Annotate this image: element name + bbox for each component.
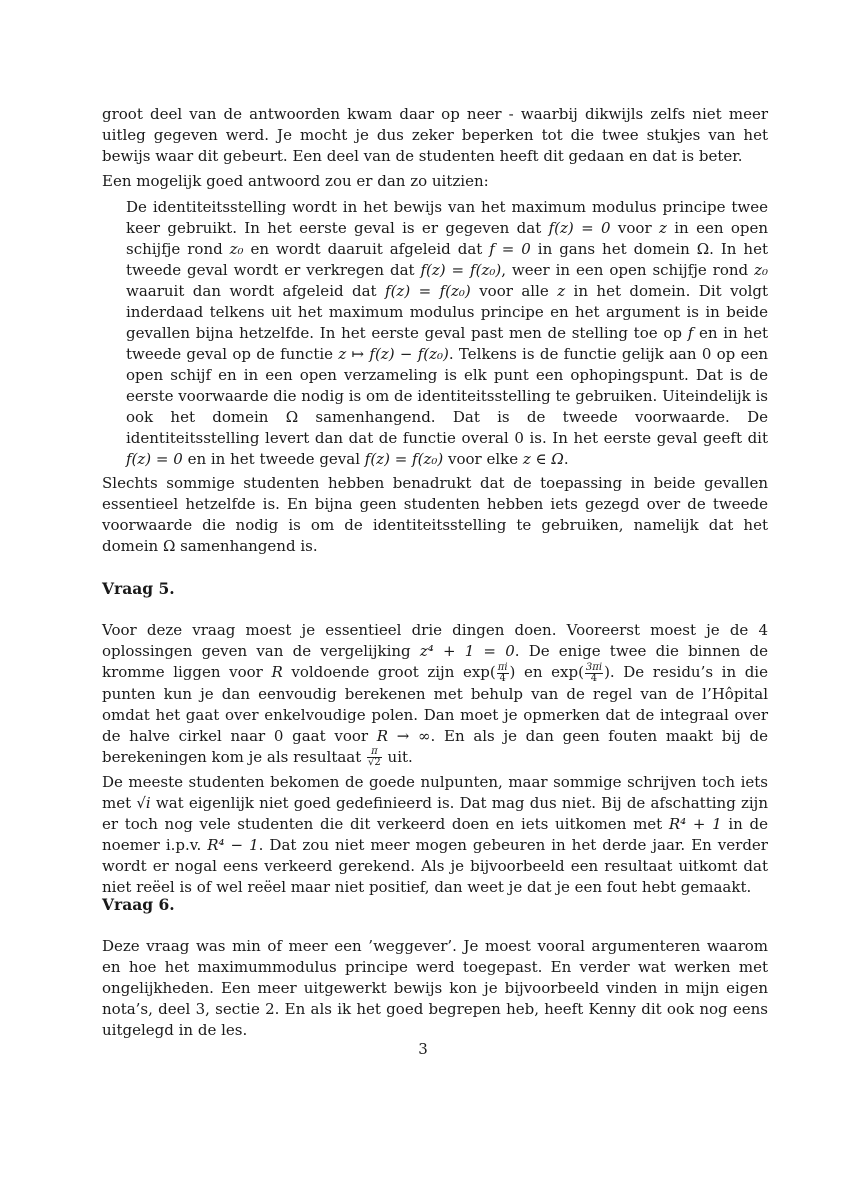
q5-text: in de noemer i.p.v. [102, 815, 768, 854]
math-inline: f(z) = f(z₀) [385, 282, 471, 300]
quote-text: . Telkens is de functie gelijk aan 0 op een open schijf en in een open verzameling is elk punt een ophopingspunt. Dat is de eerste voorwaarde die nodig is om de identiteitsstelling te gebruiken. Uiteindelijk is ook het domein Ω samenhangend. Dat is de tweede voorwaarde. De identiteitsstelling levert dan dat de functie overal 0 is. In het eerste geval geeft dit [126, 345, 768, 447]
fraction-denominator: √2 [368, 757, 381, 768]
math-inline: z₀ [754, 261, 768, 279]
math-inline: z [659, 219, 667, 237]
q5-text: . De enige twee die binnen de kromme liggen voor [102, 642, 768, 681]
math-inline: z ∈ Ω [522, 450, 564, 468]
q5-text: ). De residu’s in die punten kun je dan eenvoudig berekenen met behulp van de regel van de l’Hôpital omdat het gaat over enkelvoudige polen. Dan moet je opmerken dat de integraal over de halve cirkel naar 0 gaat voor [102, 663, 768, 745]
fraction-denominator: 4 [499, 672, 506, 684]
intro-paragraph [102, 104, 768, 167]
quote-text: voor [610, 219, 659, 237]
math-inline: z⁴ + 1 = 0 [419, 642, 515, 660]
math-inline: f(z) = f(z₀) [364, 450, 444, 468]
q5-text: . Dat zou niet meer mogen gebeuren in het derde jaar. En verder wordt er nogal eens verkeerd gerekend. Als je bijvoorbeeld een resultaat uitkomt dat niet reëel is of wel reëel maar niet positief, dan weet je dat je een fout hebt gemaakt. [102, 836, 768, 896]
quoted-answer [126, 197, 768, 470]
math-inline: f = 0 [489, 240, 531, 258]
math-inline: √i [136, 794, 151, 812]
quote-text: en in het tweede geval [182, 450, 365, 468]
math-inline: f(z) = f(z₀) [420, 261, 502, 279]
math-inline: f [687, 324, 694, 342]
math-inline: f(z) = 0 [126, 450, 183, 468]
quote-text: . [563, 450, 569, 468]
fraction-denominator: 4 [590, 672, 598, 684]
q5-text: wat eigenlijk niet goed gedefinieerd is. Dat mag dus niet. Bij de afschatting zijn er toch nog vele studenten die dit verkeerd doen en iets uitkomen met [102, 794, 768, 833]
lead-in-paragraph: Een mogelijk goed antwoord zou er dan zo uitzien: [102, 172, 489, 190]
quote-text: , weer in een open schijfje rond [501, 261, 755, 279]
quote-text: De identiteitsstelling wordt in het bewijs van het maximum modulus principe twee keer gebruikt. In het eerste geval is er gegeven dat [126, 198, 768, 237]
q5-text: . En als je dan geen fouten maakt bij de berekeningen kom je als resultaat [102, 726, 768, 766]
intro-line-1: groot deel van de antwoorden kwam daar op neer - waarbij dikwijls zelfs niet meer uitleg [102, 105, 768, 144]
fraction [585, 663, 603, 684]
intro-block [102, 104, 768, 196]
fraction-numerator: π [367, 747, 382, 758]
quote-text: en in het tweede geval op de functie [126, 324, 768, 363]
page-number: 3 [418, 1040, 428, 1058]
question-5-heading-block [102, 578, 768, 603]
q5-text: voldoende groot zijn exp( [282, 663, 496, 681]
math-inline: z [557, 282, 566, 300]
after-quote-block [102, 473, 768, 561]
quote-text: in het domein. Dit volgt inderdaad telkens uit het maximum modulus principe en het argument is in beide gevallen bijna hetzelfde. In het eerste geval past men de stelling toe op [126, 282, 768, 342]
question-6-heading-block [102, 894, 768, 919]
fraction [367, 747, 382, 768]
math-inline: R [271, 663, 283, 681]
q5-text: uit. [382, 747, 413, 766]
quote-text: en wordt daaruit afgeleid dat [243, 240, 490, 258]
intro-line-2: gegeven werd. Je mocht je dus zeker beperken tot die twee stukjes van het bewijs waar dit [102, 126, 768, 165]
q5-text: ) en exp( [509, 663, 584, 681]
quote-block [102, 197, 768, 474]
question-5-paragraph-2 [102, 772, 768, 898]
math-inline: R⁴ + 1 [668, 815, 722, 833]
math-inline: R⁴ − 1 [207, 836, 259, 854]
q5-text: Voor deze vraag moest je essentieel drie dingen doen. Vooreerst moest je de 4 oplossingen geven van de vergelijking [102, 621, 768, 660]
question-5-body [102, 620, 768, 902]
question-6-paragraph: Deze vraag was min of meer een ’weggever’. Je moest vooral argumenteren waarom en hoe het maximummodulus principe werd toegepast. En verder wat werken met ongelijkheden. Een meer uitgewerkt bewijs kon je bijvoorbeeld vinden in mijn eigen nota’s, deel 3, sectie 2. En als ik het goed begrepen heb, heeft Kenny dit ook nog eens uitgelegd in de les. [102, 937, 768, 1039]
math-inline: R → ∞ [376, 726, 431, 745]
quote-text: voor elke [443, 450, 523, 468]
quote-text: waaruit dan wordt afgeleid dat [126, 282, 386, 300]
math-inline: z₀ [229, 240, 244, 258]
q5-text: De meeste studenten bekomen de goede nulpunten, maar sommige schrijven toch iets met [102, 773, 768, 812]
fraction-numerator: 3πi [585, 661, 603, 673]
fraction [497, 663, 509, 684]
intro-line-3: gebeurt. Een deel van de studenten heeft dit gedaan en dat is beter. [223, 147, 743, 165]
question-5-heading: Vraag 5. [102, 579, 175, 598]
quote-text: in een open schijfje rond [126, 219, 769, 258]
math-inline: f(z) = 0 [548, 219, 611, 237]
quote-text: in gans het domein Ω. In het tweede geval wordt er verkregen dat [126, 240, 768, 279]
question-6-heading: Vraag 6. [102, 895, 175, 914]
question-6-body [102, 936, 768, 1045]
after-quote-paragraph: Slechts sommige studenten hebben benadrukt dat de toepassing in beide gevallen essentieel hetzelfde is. En bijna geen studenten hebben iets gezegd over de tweede voorwaarde die nodig is om de identiteitsstelling te gebruiken, namelijk dat het domein Ω samenhangend is. [102, 474, 768, 555]
quote-text: voor alle [470, 282, 558, 300]
fraction-numerator: πi [497, 661, 508, 673]
math-inline: z ↦ f(z) − f(z₀) [338, 345, 449, 363]
question-5-paragraph-1 [102, 620, 768, 768]
